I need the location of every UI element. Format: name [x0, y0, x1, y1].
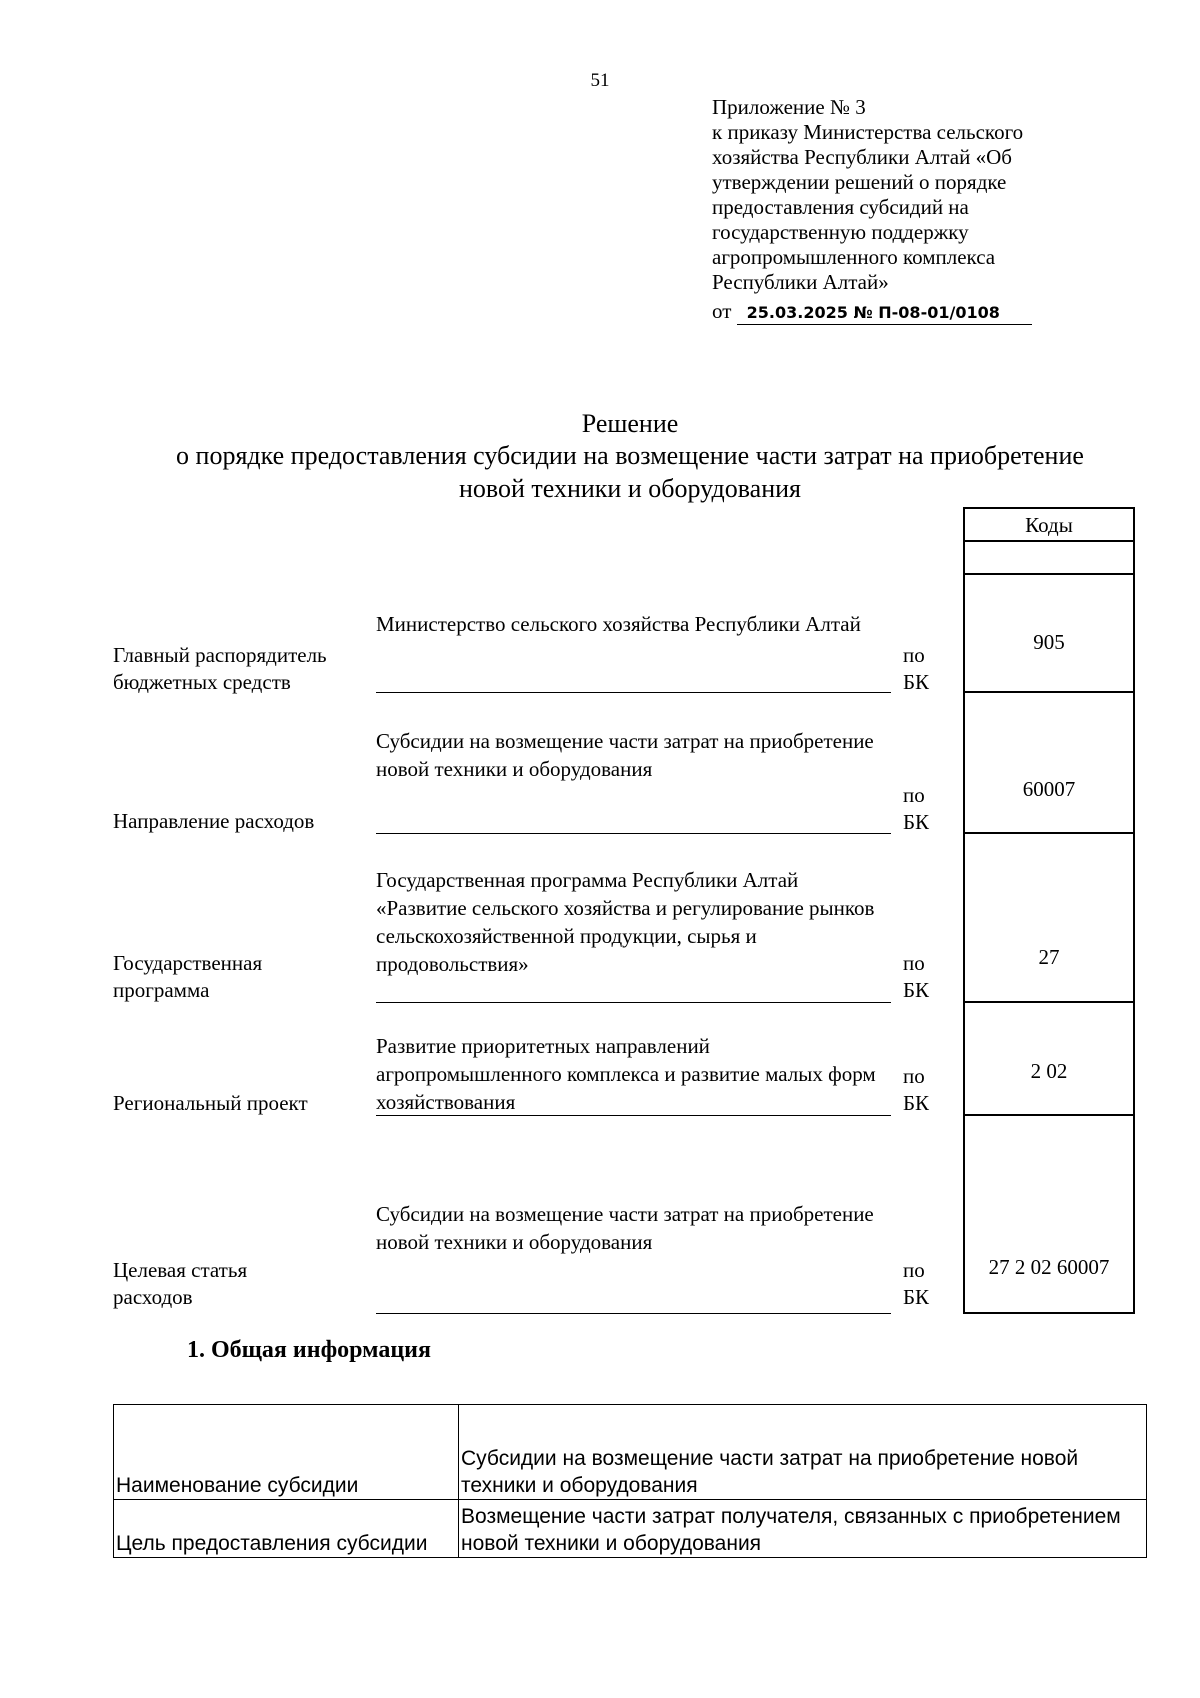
appendix-line: Приложение № 3 — [712, 95, 866, 119]
po-label: по — [903, 1064, 925, 1088]
po-label: по — [903, 1258, 925, 1282]
pobk-label — [903, 782, 929, 836]
appendix-line: предоставления субсидий на — [712, 195, 969, 219]
order-from-label: от — [712, 299, 732, 323]
appendix-line: хозяйства Республики Алтай «Об — [712, 145, 1012, 169]
bk-label: БК — [903, 810, 930, 834]
bk-label: БК — [903, 1091, 930, 1115]
table-cell-label: Цель предоставления субсидии — [114, 1500, 459, 1558]
table-cell-value: Возмещение части затрат получателя, связанных с приобретением новой техники и оборудования — [459, 1500, 1147, 1558]
pobk-label — [903, 1063, 929, 1117]
code-cell-direction: 60007 — [963, 692, 1135, 834]
code-cell-program: 27 — [963, 833, 1135, 1003]
bk-label: БК — [903, 978, 930, 1002]
row-value-program: Государственная программа Республики Алтай «Развитие сельского хозяйства и регулирование рынков сельскохозяйственной продукции, сырья и продовольствия» — [376, 866, 891, 1003]
code-cell-target: 27 2 02 60007 — [963, 1115, 1135, 1314]
po-label: по — [903, 783, 925, 807]
table-cell-value: Субсидии на возмещение части затрат на приобретение новой техники и оборудования — [459, 1405, 1147, 1500]
table-row — [114, 1500, 1147, 1558]
row-label-project: Региональный проект — [113, 1091, 308, 1115]
appendix-line: агропромышленного комплекса — [712, 245, 996, 269]
appendix-block — [712, 95, 1092, 295]
po-label: по — [903, 951, 925, 975]
table-cell-label: Наименование субсидии — [114, 1405, 459, 1500]
order-number: 25.03.2025 № П-08-01/0108 — [737, 302, 1032, 325]
appendix-line: к приказу Министерства сельского — [712, 120, 1024, 144]
section-title-general-info: 1. Общая информация — [187, 1337, 431, 1363]
row-label-direction: Направление расходов — [113, 809, 315, 833]
row-label-program: Государственная программа — [113, 951, 263, 1002]
codes-header: Коды — [963, 507, 1135, 542]
row-value-project: Развитие приоритетных направлений агропромышленного комплекса и развитие малых форм хозяйствования — [376, 1032, 891, 1116]
document-title: Решение — [581, 409, 679, 438]
pobk-label — [903, 642, 929, 696]
appendix-line: государственную поддержку — [712, 220, 969, 244]
code-cell-project: 2 02 — [963, 1002, 1135, 1116]
pobk-label — [903, 1257, 929, 1311]
row-label-target: Целевая статья расходов — [113, 1258, 248, 1309]
appendix-line: Республики Алтай» — [712, 270, 889, 294]
appendix-line: утверждении решений о порядке — [712, 170, 1007, 194]
row-value-direction: Субсидии на возмещение части затрат на приобретение новой техники и оборудования — [376, 727, 891, 834]
bk-label: БК — [903, 1285, 930, 1309]
pobk-label — [903, 950, 929, 1004]
document-subtitle-line2: новой техники и оборудования — [458, 474, 801, 503]
page-number: 51 — [590, 70, 610, 91]
row-value-grbs: Министерство сельского хозяйства Республики Алтай — [376, 610, 891, 693]
codes-empty-cell — [963, 541, 1135, 575]
order-reference — [712, 299, 1032, 325]
po-label: по — [903, 643, 925, 667]
general-info-table — [113, 1404, 1147, 1558]
table-row — [114, 1405, 1147, 1500]
document-subtitle-line1: о порядке предоставления субсидии на возмещение части затрат на приобретение — [176, 441, 1084, 470]
bk-label: БК — [903, 670, 930, 694]
row-label-grbs: Главный распорядитель бюджетных средств — [113, 643, 327, 694]
code-cell-grbs: 905 — [963, 574, 1135, 693]
row-value-target: Субсидии на возмещение части затрат на приобретение новой техники и оборудования — [376, 1200, 891, 1314]
